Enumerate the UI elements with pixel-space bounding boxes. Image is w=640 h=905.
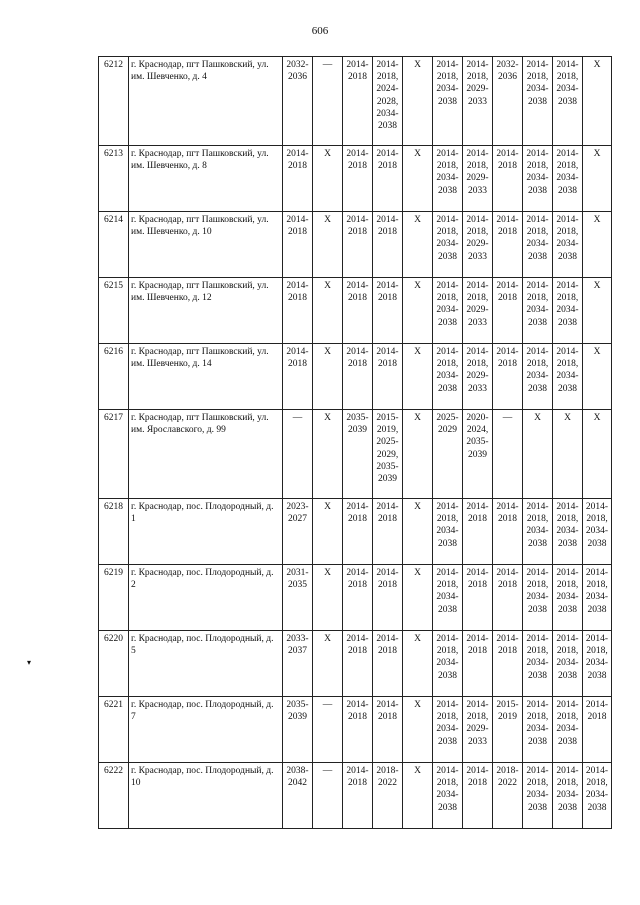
period-cell: 2014-2018 (463, 763, 493, 829)
row-number: 6212 (99, 57, 129, 146)
period-cell: X (403, 344, 433, 410)
period-cell: 2014-2018 (493, 499, 523, 565)
address-cell: г. Краснодар, пос. Плодородный, д. 7 (129, 697, 283, 763)
address-cell: г. Краснодар, пос. Плодородный, д. 1 (129, 499, 283, 565)
period-cell: — (313, 697, 343, 763)
period-cell: 2014-2018, 2034-2038 (523, 57, 553, 146)
period-cell: X (403, 763, 433, 829)
table-row (99, 344, 612, 410)
row-number: 6214 (99, 212, 129, 278)
period-cell: 2014-2018, 2034-2038 (553, 763, 583, 829)
period-cell: 2014-2018 (373, 212, 403, 278)
period-cell: 2014-2018, 2034-2038 (433, 499, 463, 565)
period-cell: 2014-2018 (373, 344, 403, 410)
period-cell: 2014-2018 (343, 763, 373, 829)
period-cell: — (313, 57, 343, 146)
address-cell: г. Краснодар, пгт Пашковский, ул. им. Шевченко, д. 14 (129, 344, 283, 410)
row-number: 6218 (99, 499, 129, 565)
period-cell: X (313, 278, 343, 344)
period-cell: 2014-2018 (493, 631, 523, 697)
period-cell: 2014-2018, 2029-2033 (463, 212, 493, 278)
period-cell: 2014-2018, 2034-2038 (523, 565, 553, 631)
period-cell: 2014-2018, 2034-2038 (433, 57, 463, 146)
table-row (99, 57, 612, 146)
period-cell: 2023-2027 (283, 499, 313, 565)
row-number: 6220 (99, 631, 129, 697)
period-cell: 2014-2018 (343, 278, 373, 344)
period-cell: 2014-2018 (343, 146, 373, 212)
period-cell: 2015-2019 (493, 697, 523, 763)
period-cell: X (553, 410, 583, 499)
period-cell: 2014-2018 (463, 499, 493, 565)
period-cell: 2014-2018, 2034-2038 (583, 565, 612, 631)
address-cell: г. Краснодар, пгт Пашковский, ул. им. Шевченко, д. 12 (129, 278, 283, 344)
period-cell: 2014-2018, 2034-2038 (433, 631, 463, 697)
period-cell: 2014-2018, 2034-2038 (433, 565, 463, 631)
period-cell: 2014-2018 (373, 146, 403, 212)
table-row (99, 499, 612, 565)
period-cell: 2014-2018, 2034-2038 (523, 499, 553, 565)
period-cell: X (583, 278, 612, 344)
row-number: 6221 (99, 697, 129, 763)
period-cell: X (313, 410, 343, 499)
row-number: 6215 (99, 278, 129, 344)
period-cell: 2014-2018, 2034-2038 (553, 212, 583, 278)
period-cell: X (403, 57, 433, 146)
period-cell: 2014-2018, 2034-2038 (523, 697, 553, 763)
row-number: 6217 (99, 410, 129, 499)
period-cell: X (313, 212, 343, 278)
period-cell: 2035-2039 (343, 410, 373, 499)
address-cell: г. Краснодар, пгт Пашковский, ул. им. Шевченко, д. 10 (129, 212, 283, 278)
table-row (99, 278, 612, 344)
period-cell: 2014-2018 (373, 499, 403, 565)
period-cell: 2014-2018, 2029-2033 (463, 146, 493, 212)
address-cell: г. Краснодар, пгт Пашковский, ул. им. Ярославского, д. 99 (129, 410, 283, 499)
period-cell: X (403, 212, 433, 278)
period-cell: X (403, 631, 433, 697)
period-cell: 2014-2018, 2034-2038 (433, 212, 463, 278)
period-cell: 2014-2018, 2034-2038 (433, 763, 463, 829)
table-row (99, 697, 612, 763)
period-cell: 2038-2042 (283, 763, 313, 829)
table-row (99, 146, 612, 212)
period-cell: 2014-2018 (373, 278, 403, 344)
period-cell: 2014-2018 (493, 344, 523, 410)
housing-registry-table (98, 56, 612, 829)
period-cell: 2015-2019, 2025-2029, 2035-2039 (373, 410, 403, 499)
row-number: 6219 (99, 565, 129, 631)
period-cell: 2014-2018 (463, 565, 493, 631)
table-row (99, 763, 612, 829)
period-cell: X (403, 146, 433, 212)
period-cell: 2014-2018 (493, 212, 523, 278)
period-cell: 2014-2018 (283, 146, 313, 212)
period-cell: 2014-2018, 2034-2038 (553, 499, 583, 565)
page-number: 606 (311, 25, 329, 37)
period-cell: 2014-2018, 2034-2038 (523, 344, 553, 410)
period-cell: 2014-2018, 2034-2038 (523, 631, 553, 697)
period-cell: 2014-2018 (493, 565, 523, 631)
period-cell: 2031-2035 (283, 565, 313, 631)
period-cell: 2014-2018 (373, 631, 403, 697)
stray-mark: ▾ (27, 658, 32, 667)
period-cell: — (493, 410, 523, 499)
table-row (99, 212, 612, 278)
period-cell: X (403, 410, 433, 499)
table-row (99, 410, 612, 499)
period-cell: 2014-2018, 2034-2038 (553, 278, 583, 344)
table-row (99, 565, 612, 631)
period-cell: 2014-2018, 2029-2033 (463, 344, 493, 410)
period-cell: X (313, 146, 343, 212)
period-cell: 2014-2018, 2034-2038 (433, 697, 463, 763)
period-cell: 2014-2018, 2029-2033 (463, 57, 493, 146)
period-cell: 2014-2018, 2034-2038 (553, 57, 583, 146)
period-cell: 2014-2018 (283, 212, 313, 278)
period-cell: X (403, 697, 433, 763)
period-cell: 2014-2018, 2034-2038 (523, 278, 553, 344)
period-cell: 2014-2018 (373, 565, 403, 631)
period-cell: 2014-2018 (343, 499, 373, 565)
row-number: 6222 (99, 763, 129, 829)
period-cell: 2014-2018 (343, 565, 373, 631)
period-cell: 2014-2018 (373, 697, 403, 763)
period-cell: 2014-2018, 2029-2033 (463, 697, 493, 763)
period-cell: X (313, 565, 343, 631)
period-cell: 2014-2018 (283, 278, 313, 344)
row-number: 6213 (99, 146, 129, 212)
period-cell: 2032-2036 (493, 57, 523, 146)
period-cell: 2014-2018 (493, 278, 523, 344)
period-cell: 2014-2018 (343, 697, 373, 763)
period-cell: X (583, 344, 612, 410)
period-cell: X (583, 410, 612, 499)
period-cell: 2014-2018 (493, 146, 523, 212)
period-cell: X (583, 146, 612, 212)
table-row (99, 631, 612, 697)
period-cell: 2014-2018, 2034-2038 (583, 631, 612, 697)
period-cell: 2014-2018, 2034-2038 (523, 763, 553, 829)
period-cell: 2014-2018 (343, 212, 373, 278)
period-cell: 2014-2018, 2034-2038 (583, 763, 612, 829)
period-cell: 2014-2018 (283, 344, 313, 410)
address-cell: г. Краснодар, пос. Плодородный, д. 5 (129, 631, 283, 697)
period-cell: — (313, 763, 343, 829)
period-cell: 2014-2018, 2034-2038 (553, 631, 583, 697)
period-cell: 2014-2018, 2034-2038 (523, 212, 553, 278)
row-number: 6216 (99, 344, 129, 410)
period-cell: X (403, 278, 433, 344)
period-cell: — (283, 410, 313, 499)
period-cell: 2018-2022 (493, 763, 523, 829)
period-cell: X (583, 212, 612, 278)
period-cell: 2020-2024, 2035-2039 (463, 410, 493, 499)
period-cell: 2014-2018, 2034-2038 (433, 278, 463, 344)
period-cell: X (313, 344, 343, 410)
period-cell: 2014-2018, 2034-2038 (553, 697, 583, 763)
period-cell: 2025-2029 (433, 410, 463, 499)
address-cell: г. Краснодар, пгт Пашковский, ул. им. Шевченко, д. 8 (129, 146, 283, 212)
period-cell: 2014-2018, 2024-2028, 2034-2038 (373, 57, 403, 146)
period-cell: 2014-2018, 2034-2038 (553, 146, 583, 212)
period-cell: 2014-2018 (463, 631, 493, 697)
period-cell: 2014-2018 (583, 697, 612, 763)
period-cell: 2014-2018, 2034-2038 (433, 146, 463, 212)
period-cell: 2014-2018, 2034-2038 (433, 344, 463, 410)
period-cell: 2014-2018, 2034-2038 (583, 499, 612, 565)
period-cell: 2014-2018, 2034-2038 (523, 146, 553, 212)
period-cell: 2033-2037 (283, 631, 313, 697)
period-cell: X (313, 499, 343, 565)
period-cell: 2014-2018 (343, 631, 373, 697)
period-cell: 2014-2018, 2034-2038 (553, 565, 583, 631)
period-cell: 2014-2018 (343, 344, 373, 410)
period-cell: X (403, 565, 433, 631)
period-cell: 2014-2018, 2029-2033 (463, 278, 493, 344)
period-cell: X (403, 499, 433, 565)
period-cell: X (523, 410, 553, 499)
period-cell: 2014-2018 (343, 57, 373, 146)
period-cell: 2014-2018, 2034-2038 (553, 344, 583, 410)
address-cell: г. Краснодар, пос. Плодородный, д. 10 (129, 763, 283, 829)
address-cell: г. Краснодар, пгт Пашковский, ул. им. Шевченко, д. 4 (129, 57, 283, 146)
period-cell: X (313, 631, 343, 697)
period-cell: 2035-2039 (283, 697, 313, 763)
period-cell: 2018-2022 (373, 763, 403, 829)
period-cell: 2032-2036 (283, 57, 313, 146)
address-cell: г. Краснодар, пос. Плодородный, д. 2 (129, 565, 283, 631)
period-cell: X (583, 57, 612, 146)
